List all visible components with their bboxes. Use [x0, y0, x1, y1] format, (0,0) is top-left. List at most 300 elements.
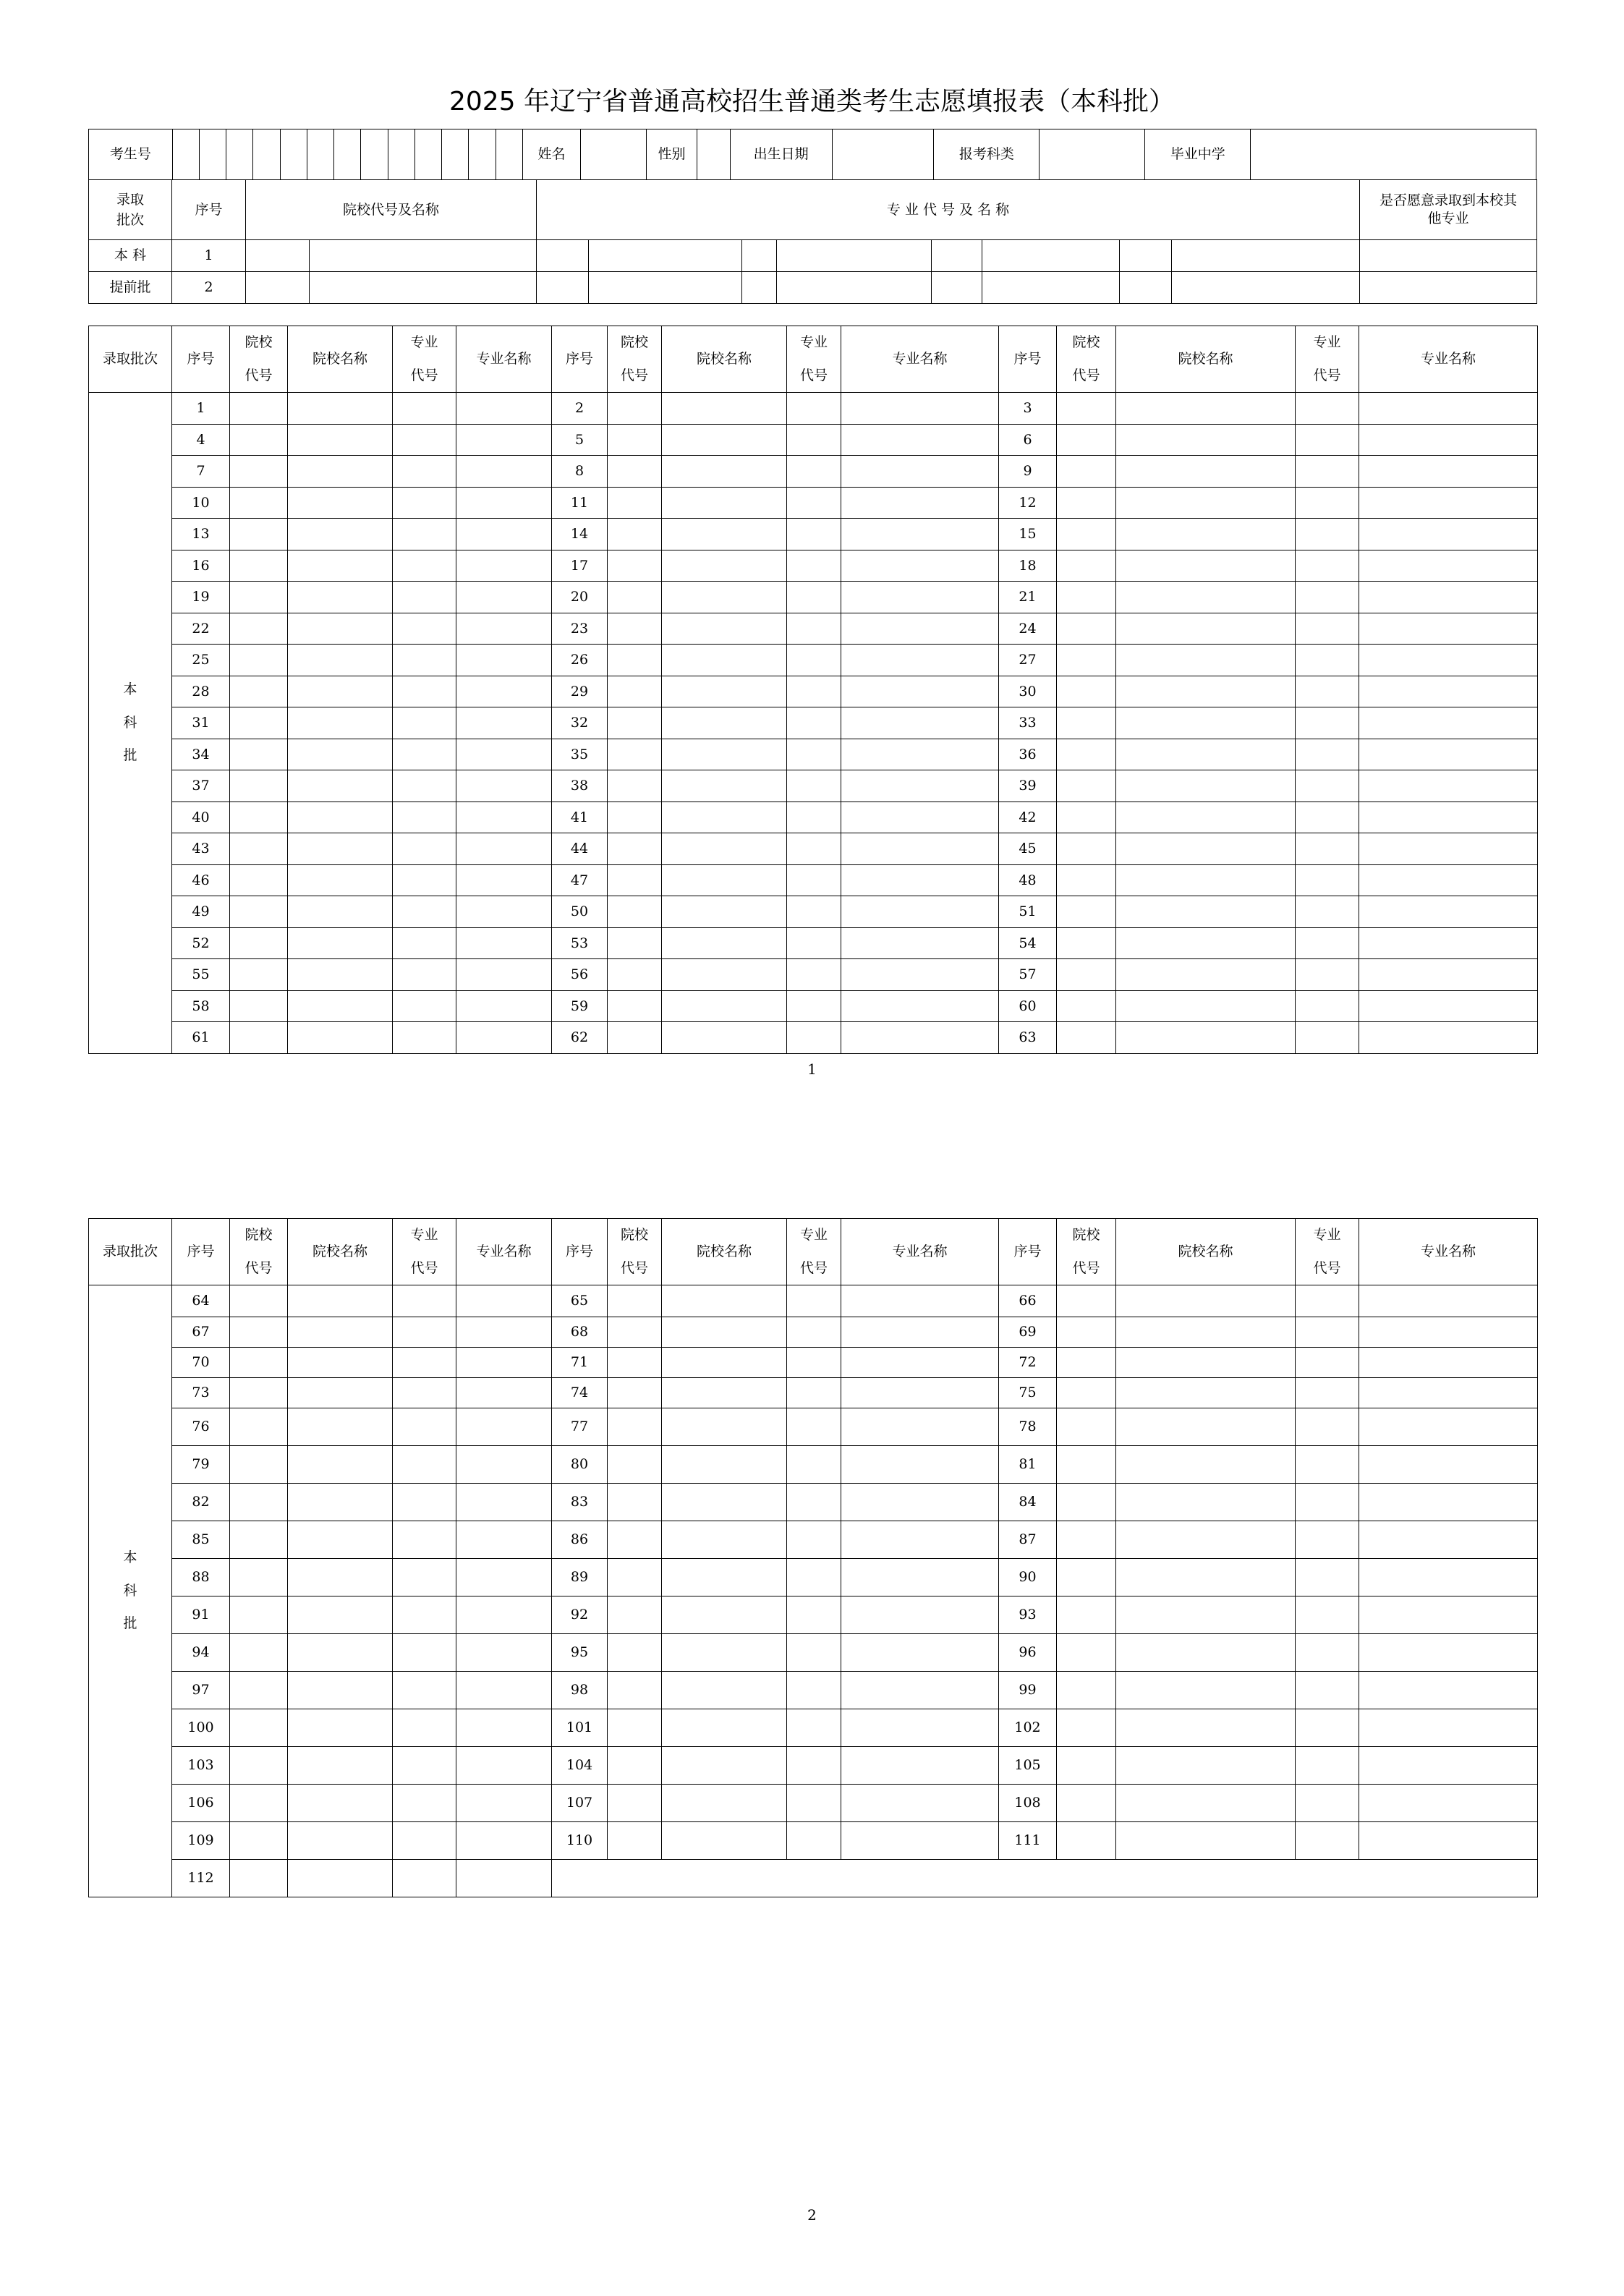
college-code-cell[interactable] [230, 487, 288, 519]
major-name-cell[interactable] [456, 707, 552, 739]
college-name-cell[interactable] [288, 896, 393, 928]
college-code-cell[interactable] [608, 1022, 662, 1054]
college-code-cell[interactable] [608, 1378, 662, 1408]
college-code-cell[interactable] [230, 833, 288, 865]
major-code-cell[interactable] [1296, 1785, 1359, 1822]
college-code-cell[interactable] [230, 1446, 288, 1484]
college-code-cell[interactable] [230, 1860, 288, 1897]
college-code-cell[interactable] [230, 802, 288, 833]
college-name-cell[interactable] [662, 1378, 787, 1408]
college-name-cell[interactable] [1116, 393, 1296, 425]
major-code-cell[interactable] [787, 550, 841, 582]
major-name-cell[interactable] [841, 676, 999, 707]
major-name-cell[interactable] [982, 240, 1120, 272]
major-code-cell[interactable] [1296, 1596, 1359, 1634]
major-name-cell[interactable] [1359, 1446, 1538, 1484]
college-code-cell[interactable] [230, 645, 288, 676]
major-name-cell[interactable] [841, 1317, 999, 1348]
college-name-cell[interactable] [1116, 613, 1296, 645]
college-code-cell[interactable] [1057, 1408, 1116, 1446]
major-code-cell[interactable] [787, 1285, 841, 1317]
major-name-cell[interactable] [589, 240, 742, 272]
major-name-cell[interactable] [456, 990, 552, 1022]
college-code-cell[interactable] [608, 1785, 662, 1822]
college-code-cell[interactable] [230, 1559, 288, 1596]
college-code-cell[interactable] [230, 456, 288, 488]
college-name-cell[interactable] [662, 896, 787, 928]
college-code-cell[interactable] [608, 1317, 662, 1348]
major-code-cell[interactable] [787, 582, 841, 613]
college-name-cell[interactable] [288, 519, 393, 550]
major-name-cell[interactable] [841, 927, 999, 959]
college-code-cell[interactable] [1057, 1446, 1116, 1484]
college-name-cell[interactable] [1116, 1559, 1296, 1596]
college-name-cell[interactable] [288, 1484, 393, 1521]
major-code-cell[interactable] [393, 1860, 456, 1897]
college-name-cell[interactable] [1116, 1484, 1296, 1521]
major-code-cell[interactable] [393, 1317, 456, 1348]
college-name-cell[interactable] [662, 1672, 787, 1709]
major-code-cell[interactable] [393, 1378, 456, 1408]
college-name-cell[interactable] [662, 1022, 787, 1054]
college-code-cell[interactable] [608, 927, 662, 959]
major-code-cell[interactable] [787, 676, 841, 707]
major-code-cell[interactable] [787, 1785, 841, 1822]
subject-field[interactable] [1040, 129, 1145, 180]
major-name-cell[interactable] [1359, 959, 1538, 991]
major-name-cell[interactable] [841, 582, 999, 613]
student-no-digit[interactable] [226, 129, 253, 180]
college-code-cell[interactable] [608, 1747, 662, 1785]
school-field[interactable] [1251, 129, 1536, 180]
major-name-cell[interactable] [841, 550, 999, 582]
major-code-cell[interactable] [1296, 1285, 1359, 1317]
college-name-cell[interactable] [1116, 582, 1296, 613]
college-code-cell[interactable] [230, 1317, 288, 1348]
birth-field[interactable] [832, 129, 934, 180]
college-name-cell[interactable] [288, 613, 393, 645]
major-name-cell[interactable] [1359, 1596, 1538, 1634]
major-name-cell[interactable] [841, 1446, 999, 1484]
college-name-cell[interactable] [288, 424, 393, 456]
major-name-cell[interactable] [841, 1596, 999, 1634]
major-code-cell[interactable] [1296, 1709, 1359, 1747]
college-code-cell[interactable] [608, 1408, 662, 1446]
college-code-cell[interactable] [230, 864, 288, 896]
major-name-cell[interactable] [1359, 519, 1538, 550]
student-no-digit[interactable] [496, 129, 522, 180]
major-code-cell[interactable] [1296, 959, 1359, 991]
college-name-cell[interactable] [1116, 1709, 1296, 1747]
college-code-cell[interactable] [230, 1521, 288, 1559]
college-code-cell[interactable] [230, 1484, 288, 1521]
college-name-cell[interactable] [1116, 1408, 1296, 1446]
major-name-cell[interactable] [1172, 240, 1360, 272]
major-name-cell[interactable] [1359, 739, 1538, 770]
major-name-cell[interactable] [456, 1022, 552, 1054]
major-code-cell[interactable] [787, 645, 841, 676]
major-name-cell[interactable] [1359, 1484, 1538, 1521]
college-code-cell[interactable] [608, 1285, 662, 1317]
major-name-cell[interactable] [456, 1860, 552, 1897]
college-code-cell[interactable] [1057, 1747, 1116, 1785]
major-name-cell[interactable] [841, 424, 999, 456]
major-name-cell[interactable] [456, 1521, 552, 1559]
college-name-cell[interactable] [662, 802, 787, 833]
major-name-cell[interactable] [1359, 927, 1538, 959]
college-name-cell[interactable] [1116, 1822, 1296, 1860]
college-code-cell[interactable] [230, 1709, 288, 1747]
major-code-cell[interactable] [393, 1672, 456, 1709]
college-code-cell[interactable] [230, 613, 288, 645]
college-name-cell[interactable] [662, 519, 787, 550]
major-name-cell[interactable] [841, 739, 999, 770]
major-code-cell[interactable] [787, 1709, 841, 1747]
college-name-cell[interactable] [662, 833, 787, 865]
major-name-cell[interactable] [1359, 1634, 1538, 1672]
college-code-cell[interactable] [1057, 613, 1116, 645]
college-code-cell[interactable] [608, 1484, 662, 1521]
college-code-cell[interactable] [1057, 645, 1116, 676]
major-code-cell[interactable] [787, 802, 841, 833]
major-code-cell[interactable] [393, 1747, 456, 1785]
college-code-cell[interactable] [608, 1559, 662, 1596]
college-name-cell[interactable] [288, 1559, 393, 1596]
major-name-cell[interactable] [841, 833, 999, 865]
college-name-cell[interactable] [662, 1521, 787, 1559]
college-code-cell[interactable] [230, 770, 288, 802]
major-name-cell[interactable] [456, 802, 552, 833]
student-no-digit[interactable] [199, 129, 226, 180]
college-name-cell[interactable] [288, 1521, 393, 1559]
major-code-cell[interactable] [1296, 487, 1359, 519]
college-name-cell[interactable] [1116, 833, 1296, 865]
major-code-cell[interactable] [1296, 1747, 1359, 1785]
major-code-cell[interactable] [393, 1022, 456, 1054]
major-name-cell[interactable] [841, 1634, 999, 1672]
college-code-cell[interactable] [230, 1747, 288, 1785]
college-name-cell[interactable] [1116, 1446, 1296, 1484]
major-name-cell[interactable] [456, 487, 552, 519]
major-name-cell[interactable] [456, 519, 552, 550]
college-code-cell[interactable] [230, 582, 288, 613]
major-code-cell[interactable] [1296, 1378, 1359, 1408]
major-code-cell[interactable] [742, 272, 777, 304]
major-code-cell[interactable] [393, 1596, 456, 1634]
college-code-cell[interactable] [1057, 959, 1116, 991]
major-code-cell[interactable] [1296, 424, 1359, 456]
major-code-cell[interactable] [932, 240, 982, 272]
college-name-cell[interactable] [662, 1317, 787, 1348]
major-code-cell[interactable] [393, 613, 456, 645]
major-code-cell[interactable] [787, 990, 841, 1022]
major-code-cell[interactable] [787, 487, 841, 519]
student-no-digit[interactable] [469, 129, 496, 180]
college-name-cell[interactable] [288, 487, 393, 519]
college-code-cell[interactable] [608, 864, 662, 896]
college-code-cell[interactable] [1057, 896, 1116, 928]
major-code-cell[interactable] [787, 393, 841, 425]
college-name-cell[interactable] [288, 1596, 393, 1634]
college-code-cell[interactable] [1057, 1709, 1116, 1747]
college-name-cell[interactable] [662, 927, 787, 959]
college-code-cell[interactable] [1057, 739, 1116, 770]
college-code-cell[interactable] [1057, 1822, 1116, 1860]
college-code-cell[interactable] [1057, 1634, 1116, 1672]
college-code-cell[interactable] [1057, 1317, 1116, 1348]
adjust-cell[interactable] [1360, 240, 1537, 272]
major-name-cell[interactable] [1359, 1378, 1538, 1408]
college-name-cell[interactable] [1116, 550, 1296, 582]
college-name-cell[interactable] [288, 1785, 393, 1822]
major-name-cell[interactable] [1359, 456, 1538, 488]
major-name-cell[interactable] [841, 393, 999, 425]
major-code-cell[interactable] [1120, 240, 1172, 272]
major-code-cell[interactable] [787, 1672, 841, 1709]
college-code-cell[interactable] [608, 582, 662, 613]
college-code-cell[interactable] [1057, 1672, 1116, 1709]
college-name-cell[interactable] [1116, 802, 1296, 833]
college-name-cell[interactable] [662, 707, 787, 739]
college-name-cell[interactable] [288, 645, 393, 676]
major-name-cell[interactable] [456, 896, 552, 928]
college-code-cell[interactable] [230, 1348, 288, 1378]
major-code-cell[interactable] [393, 1348, 456, 1378]
college-name-cell[interactable] [662, 393, 787, 425]
major-code-cell[interactable] [393, 582, 456, 613]
college-code-cell[interactable] [608, 550, 662, 582]
major-name-cell[interactable] [841, 613, 999, 645]
major-code-cell[interactable] [1296, 833, 1359, 865]
major-name-cell[interactable] [456, 582, 552, 613]
major-code-cell[interactable] [393, 1822, 456, 1860]
major-name-cell[interactable] [456, 456, 552, 488]
student-no-digit[interactable] [307, 129, 333, 180]
major-name-cell[interactable] [456, 770, 552, 802]
college-code-cell[interactable] [230, 519, 288, 550]
college-name-cell[interactable] [288, 1446, 393, 1484]
college-code-cell[interactable] [230, 1596, 288, 1634]
college-code-cell[interactable] [230, 393, 288, 425]
major-code-cell[interactable] [1296, 582, 1359, 613]
college-code-cell[interactable] [608, 393, 662, 425]
major-code-cell[interactable] [537, 272, 589, 304]
college-code-cell[interactable] [1057, 1521, 1116, 1559]
college-code-cell[interactable] [608, 833, 662, 865]
major-name-cell[interactable] [456, 864, 552, 896]
major-code-cell[interactable] [787, 1634, 841, 1672]
major-code-cell[interactable] [1296, 1521, 1359, 1559]
major-name-cell[interactable] [456, 613, 552, 645]
college-code-cell[interactable] [230, 990, 288, 1022]
major-code-cell[interactable] [1296, 896, 1359, 928]
student-no-digit[interactable] [414, 129, 441, 180]
major-code-cell[interactable] [393, 550, 456, 582]
major-code-cell[interactable] [1296, 393, 1359, 425]
college-code-cell[interactable] [230, 676, 288, 707]
college-name-cell[interactable] [310, 240, 537, 272]
major-code-cell[interactable] [1296, 1348, 1359, 1378]
major-name-cell[interactable] [1359, 676, 1538, 707]
college-name-cell[interactable] [288, 1317, 393, 1348]
major-name-cell[interactable] [456, 1747, 552, 1785]
major-name-cell[interactable] [841, 1521, 999, 1559]
major-code-cell[interactable] [787, 1022, 841, 1054]
major-name-cell[interactable] [1359, 550, 1538, 582]
major-code-cell[interactable] [393, 456, 456, 488]
college-code-cell[interactable] [608, 707, 662, 739]
college-name-cell[interactable] [662, 645, 787, 676]
college-code-cell[interactable] [1057, 1559, 1116, 1596]
major-name-cell[interactable] [982, 272, 1120, 304]
major-code-cell[interactable] [1296, 1559, 1359, 1596]
major-code-cell[interactable] [787, 1378, 841, 1408]
major-code-cell[interactable] [787, 1484, 841, 1521]
college-name-cell[interactable] [662, 1285, 787, 1317]
major-code-cell[interactable] [393, 770, 456, 802]
college-name-cell[interactable] [288, 833, 393, 865]
college-name-cell[interactable] [662, 959, 787, 991]
major-code-cell[interactable] [393, 739, 456, 770]
major-code-cell[interactable] [787, 1559, 841, 1596]
major-name-cell[interactable] [1359, 770, 1538, 802]
major-name-cell[interactable] [841, 770, 999, 802]
college-name-cell[interactable] [662, 1348, 787, 1378]
major-code-cell[interactable] [1296, 1672, 1359, 1709]
college-code-cell[interactable] [230, 1285, 288, 1317]
college-name-cell[interactable] [288, 1860, 393, 1897]
name-field[interactable] [581, 129, 647, 180]
college-name-cell[interactable] [288, 1747, 393, 1785]
college-code-cell[interactable] [608, 676, 662, 707]
college-name-cell[interactable] [288, 1378, 393, 1408]
major-name-cell[interactable] [841, 1408, 999, 1446]
college-code-cell[interactable] [1057, 802, 1116, 833]
major-code-cell[interactable] [393, 1785, 456, 1822]
major-name-cell[interactable] [841, 487, 999, 519]
college-code-cell[interactable] [608, 487, 662, 519]
college-name-cell[interactable] [1116, 1285, 1296, 1317]
major-name-cell[interactable] [456, 1484, 552, 1521]
college-code-cell[interactable] [1057, 1596, 1116, 1634]
college-code-cell[interactable] [1057, 1785, 1116, 1822]
major-code-cell[interactable] [393, 1285, 456, 1317]
college-code-cell[interactable] [1057, 770, 1116, 802]
major-name-cell[interactable] [1359, 802, 1538, 833]
major-code-cell[interactable] [1296, 1822, 1359, 1860]
college-code-cell[interactable] [1057, 487, 1116, 519]
major-code-cell[interactable] [1296, 1408, 1359, 1446]
college-name-cell[interactable] [288, 393, 393, 425]
college-code-cell[interactable] [608, 519, 662, 550]
major-name-cell[interactable] [841, 990, 999, 1022]
college-name-cell[interactable] [662, 1408, 787, 1446]
major-name-cell[interactable] [456, 1709, 552, 1747]
college-code-cell[interactable] [1057, 1484, 1116, 1521]
major-name-cell[interactable] [777, 272, 932, 304]
major-name-cell[interactable] [456, 676, 552, 707]
major-name-cell[interactable] [1172, 272, 1360, 304]
college-name-cell[interactable] [288, 802, 393, 833]
student-no-digit[interactable] [253, 129, 280, 180]
college-name-cell[interactable] [288, 770, 393, 802]
major-name-cell[interactable] [1359, 1709, 1538, 1747]
major-name-cell[interactable] [589, 272, 742, 304]
college-code-cell[interactable] [1057, 1348, 1116, 1378]
major-name-cell[interactable] [841, 1672, 999, 1709]
major-code-cell[interactable] [1296, 1022, 1359, 1054]
major-name-cell[interactable] [841, 645, 999, 676]
major-code-cell[interactable] [787, 739, 841, 770]
college-code-cell[interactable] [230, 707, 288, 739]
college-code-cell[interactable] [608, 1596, 662, 1634]
major-name-cell[interactable] [841, 1785, 999, 1822]
major-name-cell[interactable] [456, 1317, 552, 1348]
college-name-cell[interactable] [1116, 424, 1296, 456]
major-name-cell[interactable] [1359, 424, 1538, 456]
major-code-cell[interactable] [1296, 990, 1359, 1022]
college-name-cell[interactable] [288, 739, 393, 770]
college-name-cell[interactable] [662, 1596, 787, 1634]
major-code-cell[interactable] [1296, 1317, 1359, 1348]
college-name-cell[interactable] [662, 1785, 787, 1822]
major-code-cell[interactable] [1296, 739, 1359, 770]
college-code-cell[interactable] [1057, 707, 1116, 739]
major-code-cell[interactable] [787, 1408, 841, 1446]
major-code-cell[interactable] [393, 487, 456, 519]
major-name-cell[interactable] [841, 1559, 999, 1596]
major-name-cell[interactable] [1359, 1672, 1538, 1709]
college-name-cell[interactable] [1116, 1672, 1296, 1709]
major-code-cell[interactable] [787, 1822, 841, 1860]
college-code-cell[interactable] [608, 645, 662, 676]
major-name-cell[interactable] [456, 1348, 552, 1378]
college-code-cell[interactable] [246, 272, 310, 304]
college-name-cell[interactable] [1116, 645, 1296, 676]
major-code-cell[interactable] [393, 1484, 456, 1521]
major-code-cell[interactable] [393, 1521, 456, 1559]
adjust-cell[interactable] [1360, 272, 1537, 304]
college-name-cell[interactable] [1116, 456, 1296, 488]
college-name-cell[interactable] [288, 1672, 393, 1709]
student-no-digit[interactable] [334, 129, 361, 180]
college-code-cell[interactable] [230, 1022, 288, 1054]
major-code-cell[interactable] [1296, 864, 1359, 896]
gender-field[interactable] [697, 129, 730, 180]
major-code-cell[interactable] [1296, 1484, 1359, 1521]
major-name-cell[interactable] [1359, 1022, 1538, 1054]
college-name-cell[interactable] [288, 1348, 393, 1378]
major-name-cell[interactable] [1359, 1785, 1538, 1822]
major-name-cell[interactable] [456, 1285, 552, 1317]
college-name-cell[interactable] [662, 582, 787, 613]
college-name-cell[interactable] [662, 739, 787, 770]
college-code-cell[interactable] [1057, 550, 1116, 582]
major-name-cell[interactable] [456, 1378, 552, 1408]
major-code-cell[interactable] [787, 896, 841, 928]
major-code-cell[interactable] [787, 833, 841, 865]
college-code-cell[interactable] [608, 1709, 662, 1747]
college-name-cell[interactable] [1116, 896, 1296, 928]
college-name-cell[interactable] [1116, 676, 1296, 707]
major-code-cell[interactable] [537, 240, 589, 272]
college-name-cell[interactable] [662, 1822, 787, 1860]
major-name-cell[interactable] [777, 240, 932, 272]
student-no-digit[interactable] [280, 129, 307, 180]
college-name-cell[interactable] [288, 1022, 393, 1054]
major-code-cell[interactable] [787, 864, 841, 896]
college-name-cell[interactable] [662, 864, 787, 896]
